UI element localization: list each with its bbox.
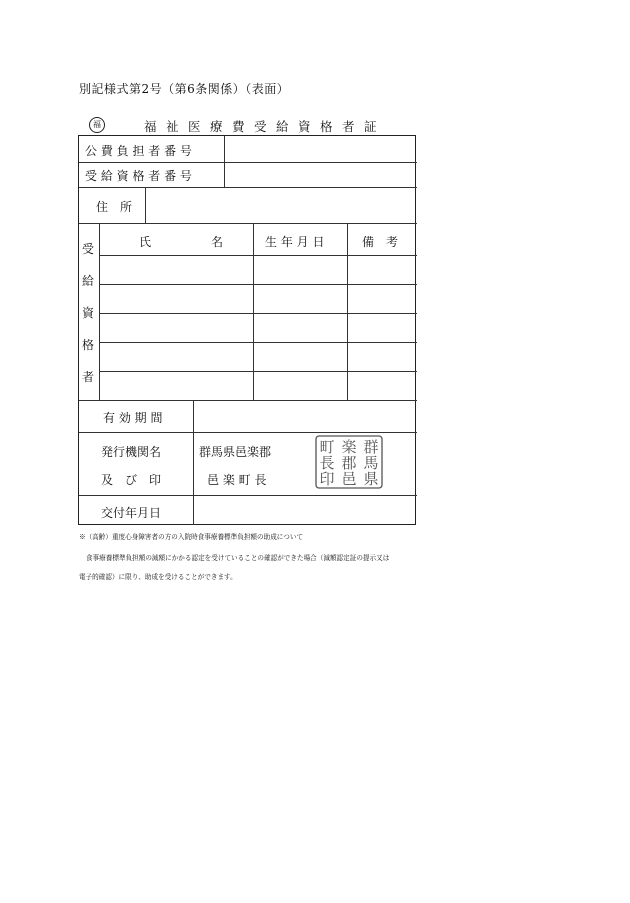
recipient-vertical-char: 者 — [82, 370, 95, 384]
row-divider — [79, 432, 417, 433]
issue-date-label: 交付年月日 — [101, 506, 162, 520]
seal-graphic — [315, 435, 383, 489]
seal-char: 郡 — [341, 454, 357, 472]
col-divider — [99, 223, 100, 400]
row-divider — [79, 495, 417, 496]
certificate-title-row — [84, 117, 416, 135]
note-line-1: ※（高齢）重度心身障害者の方の入院時食事療養標準負担額の助成について — [79, 533, 304, 541]
row-divider — [99, 313, 417, 314]
seal-char: 町 — [319, 438, 335, 456]
note-line-3: 電子的確認）に限り、助成を受けることができます。 — [79, 573, 237, 581]
row-divider — [99, 284, 417, 285]
birth-date-header: 生 年 月 日 — [265, 235, 325, 249]
payer-number-label: 公 費 負 担 者 番 号 — [85, 144, 192, 158]
seal-char: 馬 — [363, 454, 379, 472]
row-divider — [79, 223, 417, 224]
issuer-label-line1: 発行機関名 — [101, 445, 162, 459]
row-divider — [79, 162, 417, 163]
col-divider — [253, 223, 254, 400]
seal-char: 県 — [363, 470, 379, 488]
row-divider — [99, 371, 417, 372]
recipient-vertical-char: 受 — [82, 242, 95, 256]
validity-label: 有 効 期 間 — [103, 411, 163, 425]
row-divider — [99, 342, 417, 343]
row-divider — [79, 187, 417, 188]
official-seal — [315, 435, 383, 489]
seal-char: 楽 — [341, 438, 357, 456]
recipient-vertical-char: 資 — [82, 306, 95, 320]
row-divider — [79, 400, 417, 401]
col-divider — [347, 223, 348, 400]
recipient-number-label: 受 給 資 格 者 番 号 — [85, 169, 192, 183]
issuer-label-line2: 及 び 印 — [101, 473, 162, 487]
certificate-table — [78, 135, 416, 525]
col-divider — [145, 187, 146, 223]
recipient-vertical-char: 給 — [82, 274, 95, 288]
name-header: 氏 名 — [139, 235, 224, 249]
issuer-mayor: 邑 楽 町 長 — [207, 473, 267, 487]
seal-char: 邑 — [341, 470, 357, 488]
form-id: 別記様式第2号（第6条関係）（表面） — [79, 82, 290, 96]
address-label: 住 所 — [96, 200, 133, 214]
note-line-2: 食事療養標準負担額の減額にかかる認定を受けていることの確認ができた場合（減額認定証の提示又は — [86, 554, 390, 562]
recipient-vertical-char: 格 — [82, 338, 95, 352]
row-divider — [99, 255, 417, 256]
col-divider — [224, 136, 225, 187]
col-divider — [193, 400, 194, 525]
remarks-header: 備 考 — [362, 235, 399, 249]
seal-char: 印 — [319, 470, 335, 488]
certificate-title: 福祉医療費受給資格者証 — [144, 119, 387, 134]
seal-char: 群 — [363, 438, 379, 456]
seal-char: 長 — [319, 454, 335, 472]
fuku-mark-icon: 福 — [89, 117, 105, 133]
issuer-district: 群馬県邑楽郡 — [199, 445, 272, 459]
